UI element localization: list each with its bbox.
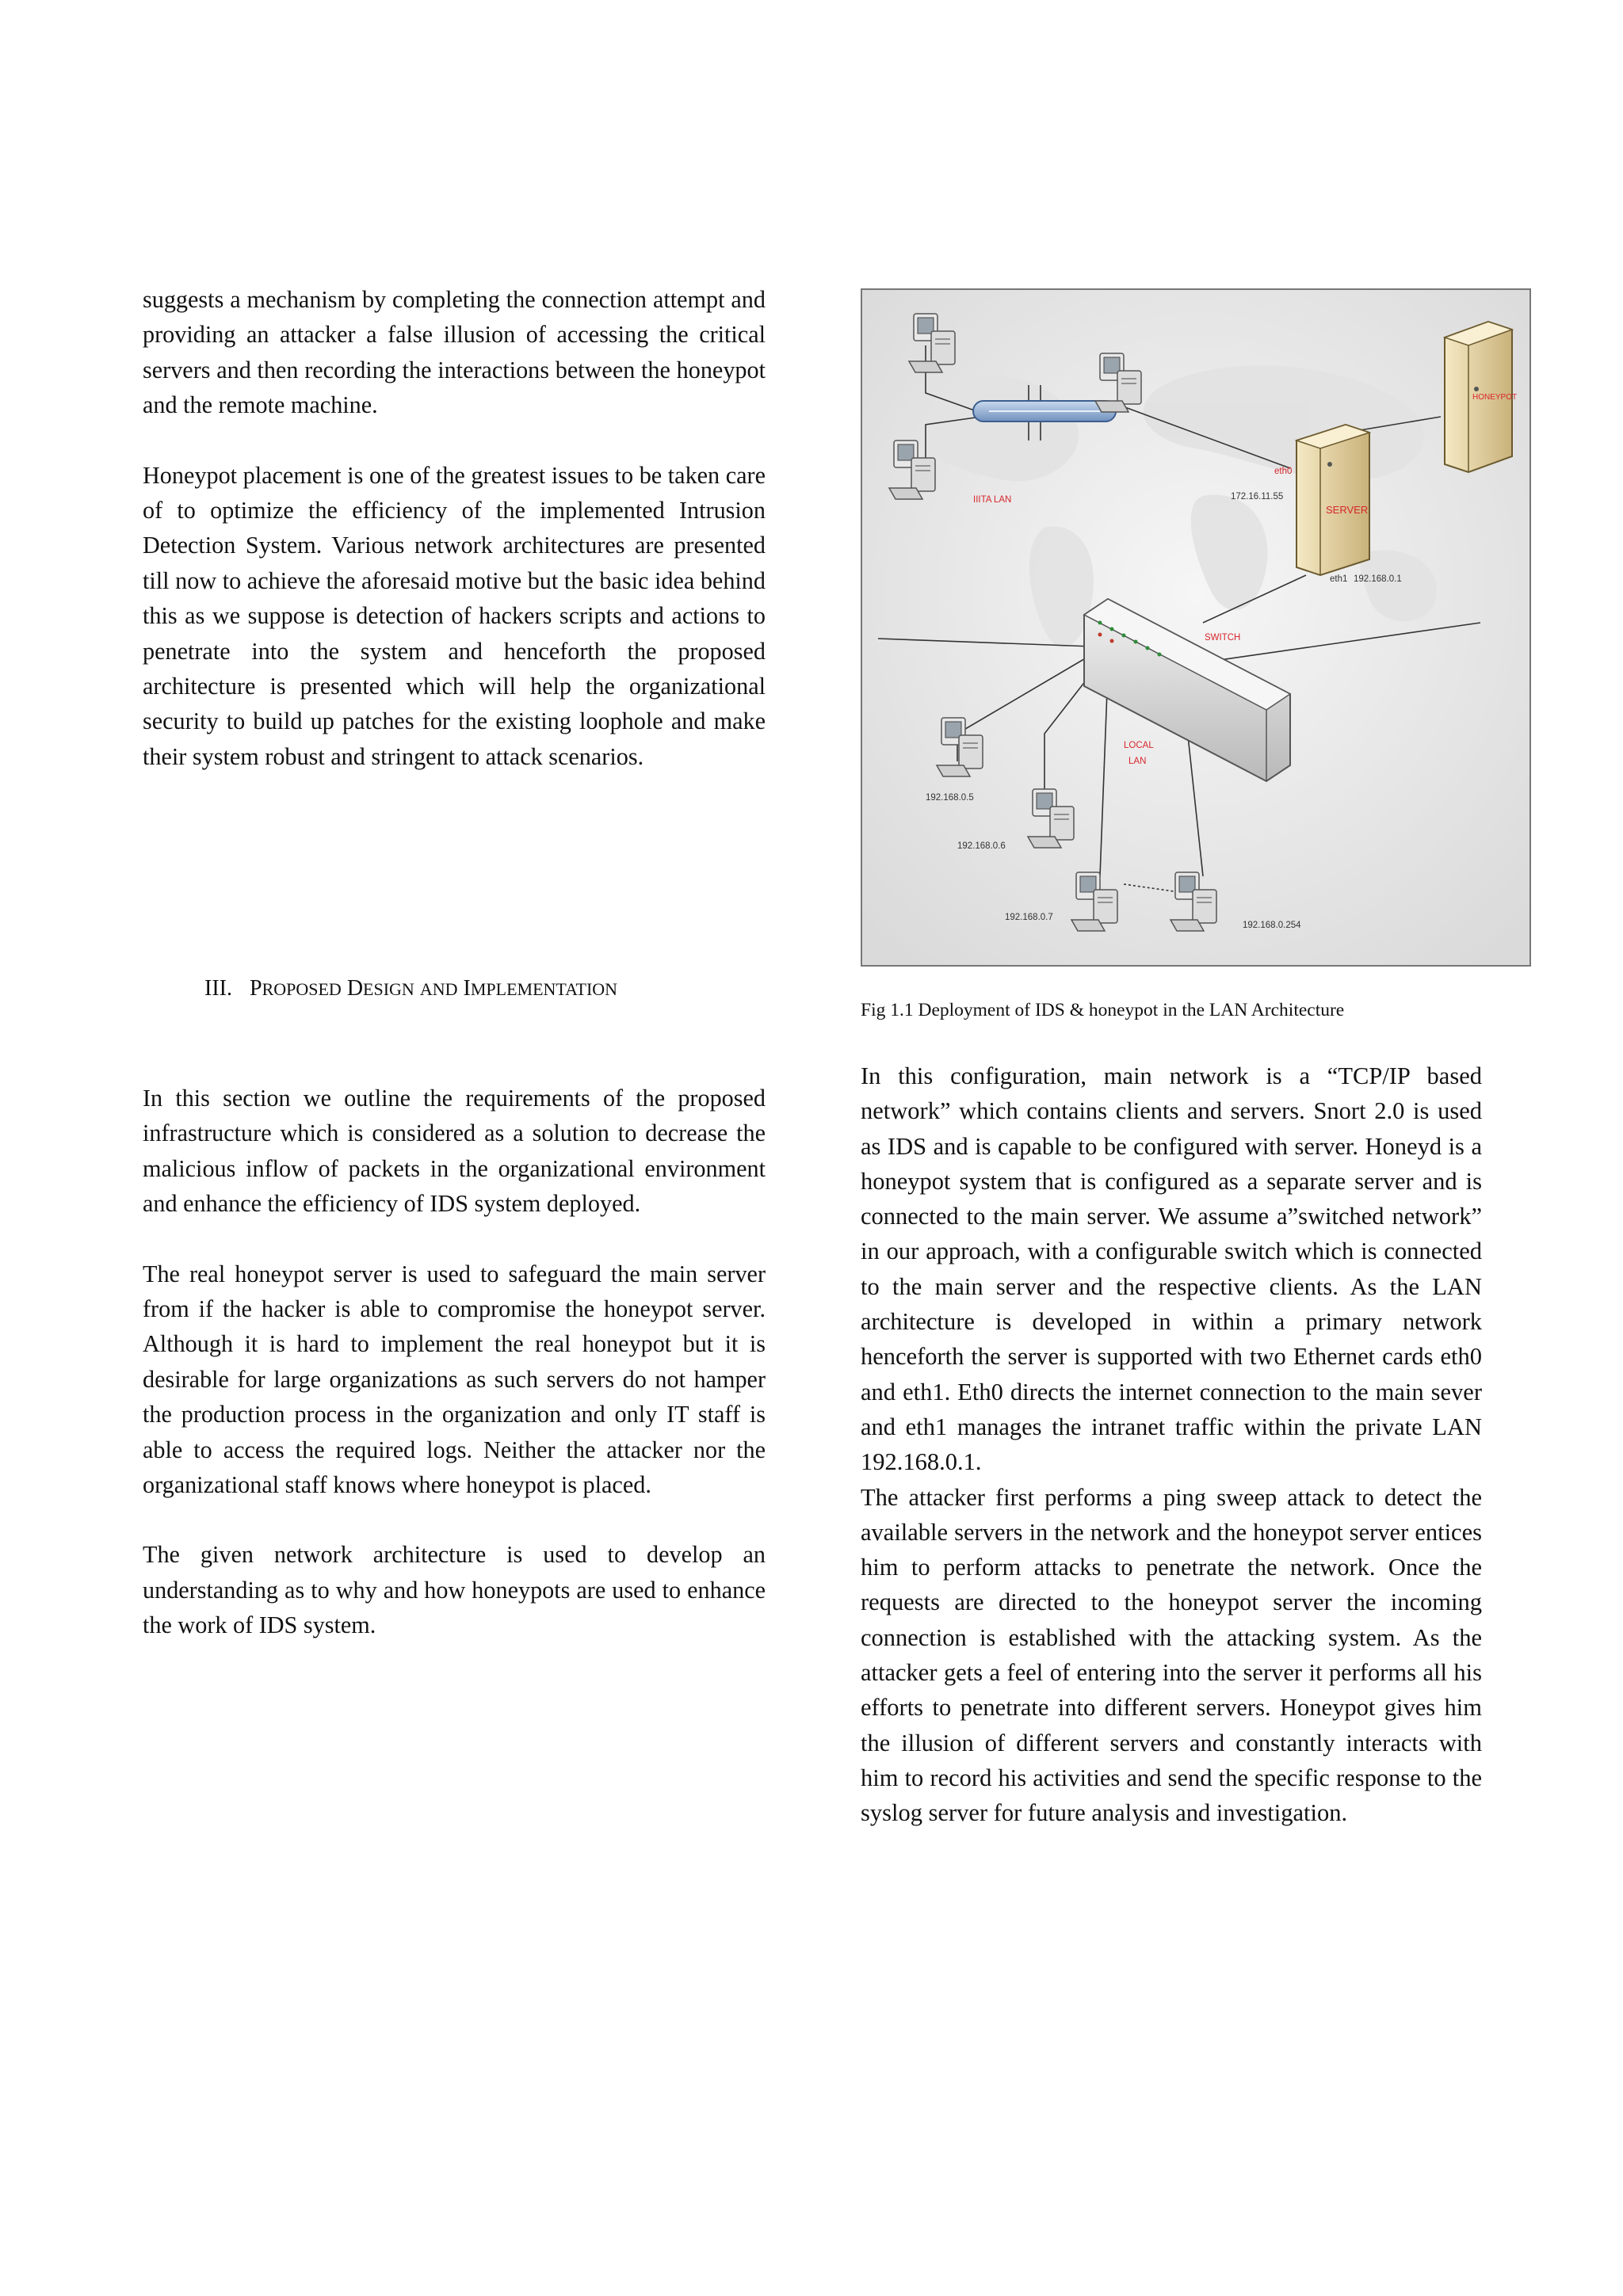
right-column <box>861 1058 1482 1831</box>
label-ip-05: 192.168.0.5 <box>926 793 974 803</box>
network-diagram <box>862 290 1529 965</box>
label-ip-06: 192.168.0.6 <box>957 841 1006 851</box>
label-ip-254: 192.168.0.254 <box>1243 921 1301 930</box>
label-honeypot: HONEYPOT <box>1472 393 1518 402</box>
network-diagram-figure <box>861 288 1531 967</box>
label-eth1: eth1 <box>1330 574 1348 584</box>
label-ip-eth1: 192.168.0.1 <box>1354 574 1402 584</box>
main-server <box>1296 425 1369 575</box>
label-local: LOCAL <box>1124 741 1154 750</box>
label-ip-eth0: 172.16.11.55 <box>1231 492 1284 502</box>
left-column-lower <box>143 1081 766 1643</box>
label-switch: SWITCH <box>1205 633 1241 643</box>
section-number: III. <box>204 976 232 1001</box>
left-paragraph-4: The real honeypot server is used to safeguard the main server from if the hacker is able to compromise the honeypot server. Although it is hard to implement the real honeypot but it is desirable for large organizations as such servers do not hamper the production process in the organization and only IT staff is able to access the required logs. Neither the attacker nor the organizational staff knows where honeypot is placed. <box>143 1260 766 1499</box>
label-server: SERVER <box>1326 504 1369 516</box>
left-paragraph-3: In this section we outline the requirements of the proposed infrastructure which is considered as a solution to decrease the malicious inflow of packets in the organizational environment and enhance the efficiency of IDS system deployed. <box>143 1085 766 1218</box>
left-column <box>143 282 766 774</box>
left-paragraph-2: Honeypot placement is one of the greatest issues to be taken care of to optimize the efficiency of the implemented Intrusion Detection System. Various network architectures are presented till now to achieve the aforesaid motive but the basic idea behind this as we suppose is detection of hackers scripts and actions to penetrate into the system and henceforth the proposed architecture is presented which will help the organizational security to build up patches for the existing loophole and make their system robust and stringent to attack scenarios. <box>143 461 766 770</box>
label-eth0: eth0 <box>1274 467 1293 476</box>
right-paragraph-2: The attacker first performs a ping sweep attack to detect the available servers in the network and the honeypot server entices him to perform attacks to penetrate the network. Once the requests are directed to the honeypot server the incoming connection is established with the attacking system. As the attacker gets a feel of entering into the server it performs all his efforts to penetrate into different servers. Honeypot gives him the illusion of different servers and constantly interacts with him to record his activities and send the specific response to the syslog server for future analysis and investigation. <box>861 1483 1482 1827</box>
left-paragraph-1: suggests a mechanism by completing the connection attempt and providing an attacker a false illusion of accessing the critical servers and then recording the interactions between the honeypot and the remote machine. <box>143 286 766 419</box>
figure-caption: Fig 1.1 Deployment of IDS & honeypot in the LAN Architecture <box>861 1000 1345 1020</box>
label-ip-07: 192.168.0.7 <box>1005 913 1053 922</box>
label-iiita-lan: IIITA LAN <box>973 495 1012 505</box>
section-title: PROPOSED DESIGN AND IMPLEMENTATION <box>249 976 618 1001</box>
right-paragraph-1: In this configuration, main network is a “TCP/IP based network” which contains clients and servers. Snort 2.0 is used as IDS and is capable to be configured with server. Honeyd is a honeypot system that is configured as a separate server and is connected to the main server. We assume a”switched network” in our approach, with a configurable switch which is connected to the main server and the respective clients. As the LAN architecture is developed in within a primary network henceforth the server is supported with two Ethernet cards eth0 and eth1. Eth0 directs the internet connection to the main sever and eth1 manages the intranet traffic within the private LAN 192.168.0.1. <box>861 1062 1482 1476</box>
label-lan: LAN <box>1128 757 1147 766</box>
section-heading <box>204 973 617 1005</box>
left-paragraph-5: The given network architecture is used to develop an understanding as to why and how honeypots are used to enhance the work of IDS system. <box>143 1541 766 1639</box>
